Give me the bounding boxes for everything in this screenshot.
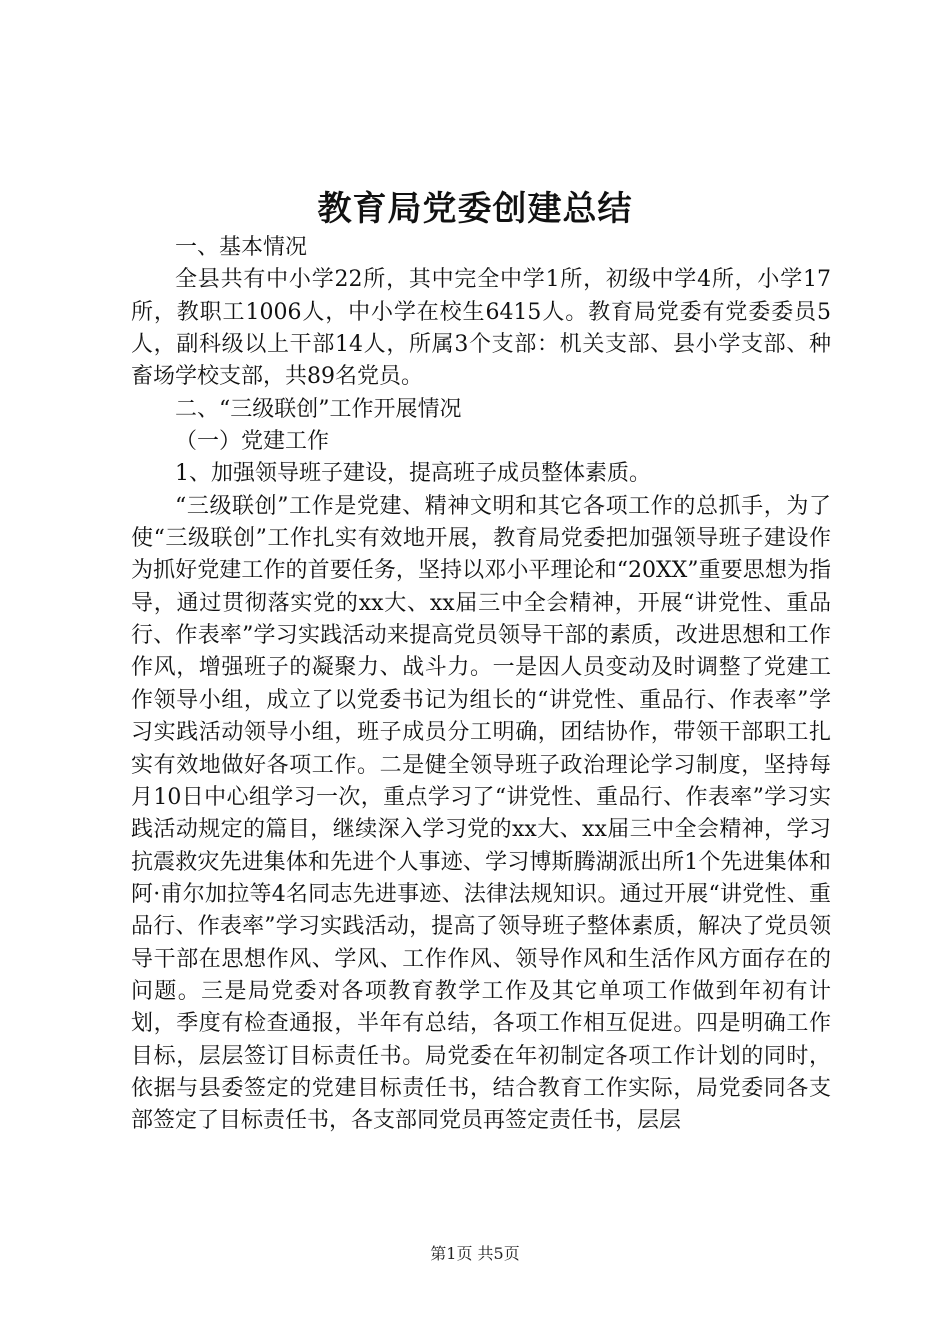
section-heading-basic-situation: 一、基本情况 <box>175 235 308 260</box>
item-heading-leadership: 1、加强领导班子建设，提高班子成员整体素质。 <box>175 461 651 487</box>
section-heading-three-level-creation: 二、“三级联创”工作开展情况 <box>175 396 462 422</box>
paragraph-basic-situation: 全县共有中小学22所，其中完全中学1所，初级中学4所，小学17所，教职工1006人，中小学在校生6415人。教育局党委有党委委员5人，副科级以上干部14人，所属3个支部：机关支部、县小学支部、种畜场学校支部，共89名党员。 <box>131 267 831 390</box>
paragraph-leadership: “三级联创”工作是党建、精神文明和其它各项工作的总抓手，为了使“三级联创”工作扎实有效地开展，教育局党委把加强领导班子建设作为抓好党建工作的首要任务，坚持以邓小平理论和“20XX”重要思想为指导，通过贯彻落实党的xx大、xx届三中全会精神，开展“讲党性、重品行、作表率”学习实践活动来提高党员领导干部的素质，改进思想和工作作风，增强班子的凝聚力、战斗力。一是因人员变动及时调整了党建工作领导小组，成立了以党委书记为组长的“讲党性、重品行、作表率”学习实践活动领导小组，班子成员分工明确，团结协作，带领干部职工扎实有效地做好各项工作。二是健全领导班子政治理论学习制度，坚持每月10日中心组学习一次，重点学习了“讲党性、重品行、作表率”学习实践活动规定的篇目，继续深入学习党的xx大、xx届三中全会精神，学习抗震救灾先进集体和先进个人事迹、学习博斯腾湖派出所1个先进集体和阿·甫尔加拉等4名同志先进事迹、法律法规知识。通过开展“讲党性、重品行、作表率”学习实践活动，提高了领导班子整体素质，解决了党员领导干部在思想作风、学风、工作作风、领导作风和生活作风方面存在的问题。三是局党委对各项教育教学工作及其它单项工作做到年初有计划，季度有检查通报，半年有总结，各项工作相互促进。四是明确工作目标，层层签订目标责任书。局党委在年初制定各项工作计划的同时，依据与县委签定的党建目标责任书，结合教育工作实际，局党委同各支部签定了目标责任书，各支部同党员再签定责任书，层层 <box>131 493 831 1134</box>
document-title: 教育局党委创建总结 <box>317 189 633 229</box>
subsection-heading-party-building: （一）党建工作 <box>175 429 330 455</box>
document-body <box>131 232 831 1138</box>
page-number-footer: 第1页 共5页 <box>430 1244 520 1263</box>
